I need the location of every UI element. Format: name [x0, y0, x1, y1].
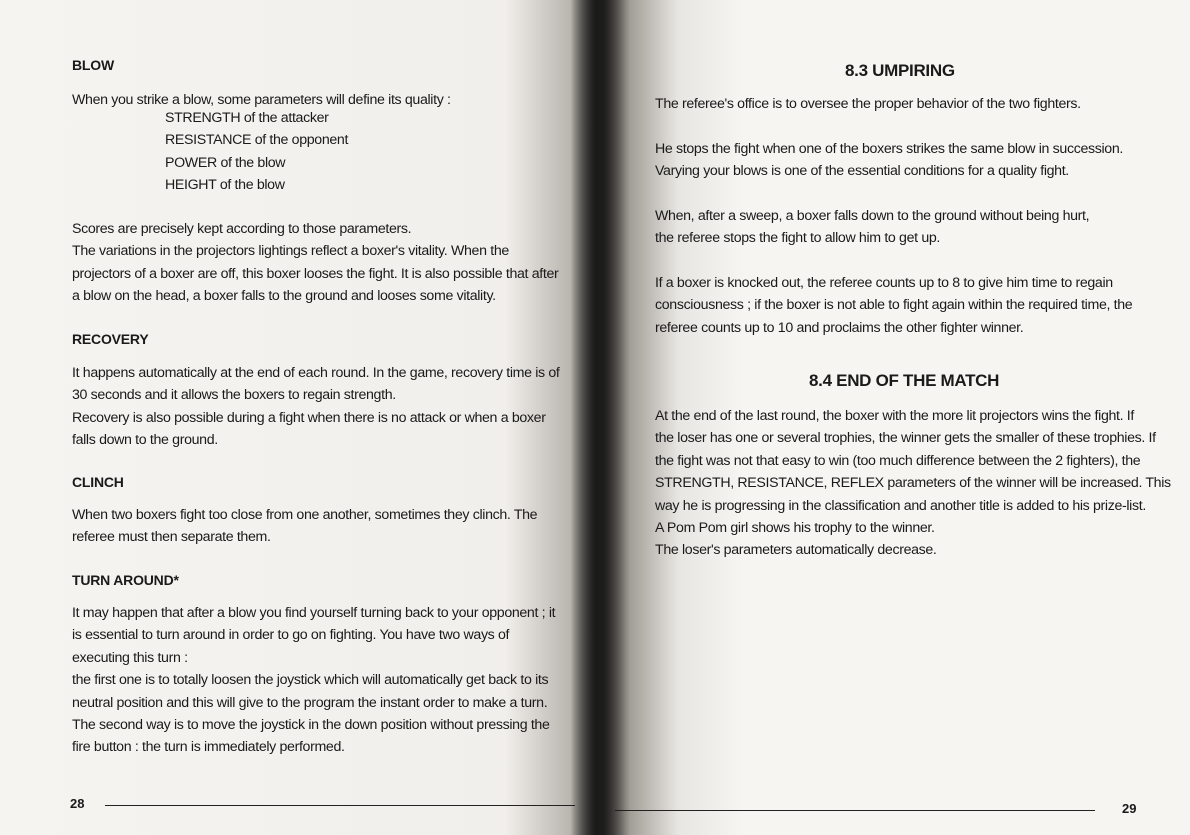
umpiring-paragraph-1 — [655, 93, 1081, 115]
turn-around-line: neutral position and this will give to the program the instant order to make a turn. — [72, 694, 548, 711]
page-number-left: 28 — [70, 796, 85, 811]
end-of-match-line: STRENGTH, RESISTANCE, REFLEX parameters of the winner will be increased. This — [655, 475, 1171, 492]
clinch-line: When two boxers fight too close from one another, sometimes they clinch. The — [72, 507, 538, 523]
umpiring-line: Varying your blows is one of the essential conditions for a quality fight. — [655, 163, 1069, 180]
footer-rule-right — [615, 810, 1095, 811]
param-power: POWER of the blow — [165, 154, 286, 171]
umpiring-line: He stops the fight when one of the boxers strikes the same blow in succession. — [655, 141, 1123, 157]
turn-around-line: executing this turn : — [72, 649, 188, 666]
blow-line: Scores are precisely kept according to those parameters. — [72, 221, 412, 237]
blow-paragraph — [72, 218, 560, 308]
recovery-paragraph — [72, 362, 560, 452]
param-strength: STRENGTH of the attacker — [165, 110, 329, 126]
umpiring-line: the referee stops the fight to allow him to get up. — [655, 230, 940, 247]
book-gutter-shadow — [570, 0, 630, 835]
umpiring-line: When, after a sweep, a boxer falls down to the ground without being hurt, — [655, 208, 1090, 224]
recovery-line: It happens automatically at the end of each round. In the game, recovery time is of — [72, 365, 560, 381]
footer-rule-left — [105, 805, 575, 806]
umpiring-line: If a boxer is knocked out, the referee counts up to 8 to give him time to regain — [655, 275, 1113, 291]
clinch-paragraph — [72, 504, 560, 549]
recovery-line: falls down to the ground. — [72, 432, 218, 449]
end-of-match-line: the loser has one or several trophies, the winner gets the smaller of these trophies. If — [655, 430, 1156, 447]
end-of-match-title: 8.4 END OF THE MATCH — [809, 371, 1000, 390]
param-resistance: RESISTANCE of the opponent — [165, 132, 349, 149]
recovery-line: Recovery is also possible during a fight when there is no attack or when a boxer — [72, 409, 546, 426]
turn-around-line: is essential to turn around in order to go on fighting. You have two ways of — [72, 627, 510, 644]
blow-heading: BLOW — [72, 57, 114, 73]
blow-line: The variations in the projectors lightings reflect a boxer's vitality. When the — [72, 243, 509, 260]
turn-around-paragraph — [72, 602, 560, 759]
end-of-match-line: The loser's parameters automatically decrease. — [655, 542, 937, 559]
umpiring-paragraph-3 — [655, 205, 1089, 250]
blow-intro: When you strike a blow, some parameters will define its quality : — [72, 92, 451, 108]
turn-around-line: The second way is to move the joystick in the down position without pressing the — [72, 717, 550, 734]
turn-around-line: fire button : the turn is immediately performed. — [72, 739, 345, 756]
umpiring-paragraph-2 — [655, 138, 1123, 183]
turn-around-heading: TURN AROUND* — [72, 572, 179, 588]
blow-parameter-list — [165, 107, 348, 197]
blow-line: projectors of a boxer are off, this boxer looses the fight. It is also possible that after — [72, 265, 559, 282]
end-of-match-line: way he is progressing in the classification and another title is added to his prize-list. — [655, 497, 1146, 514]
blow-line: a blow on the head, a boxer falls to the ground and looses some vitality. — [72, 288, 496, 305]
umpiring-title: 8.3 UMPIRING — [845, 61, 955, 80]
param-height: HEIGHT of the blow — [165, 177, 285, 194]
turn-around-line: the first one is to totally loosen the joystick which will automatically get back to its — [72, 672, 549, 689]
right-page — [595, 0, 1190, 835]
end-of-match-line: At the end of the last round, the boxer with the more lit projectors wins the fight. If — [655, 408, 1134, 424]
end-of-match-line: A Pom Pom girl shows his trophy to the winner. — [655, 520, 935, 537]
recovery-heading: RECOVERY — [72, 331, 149, 347]
clinch-heading: CLINCH — [72, 474, 124, 490]
umpiring-line: referee counts up to 10 and proclaims the other fighter winner. — [655, 319, 1024, 336]
umpiring-paragraph-4 — [655, 272, 1140, 339]
end-of-match-line: the fight was not that easy to win (too much difference between the 2 fighters), the — [655, 452, 1141, 469]
clinch-line: referee must then separate them. — [72, 529, 271, 546]
recovery-line: 30 seconds and it allows the boxers to regain strength. — [72, 387, 396, 404]
page-number-right: 29 — [1122, 801, 1137, 816]
turn-around-line: It may happen that after a blow you find yourself turning back to your opponent ; it — [72, 605, 556, 621]
umpiring-line: The referee's office is to oversee the proper behavior of the two fighters. — [655, 96, 1081, 112]
umpiring-line: consciousness ; if the boxer is not able to fight again within the required time, the — [655, 297, 1133, 314]
end-of-match-paragraph — [655, 405, 1171, 562]
